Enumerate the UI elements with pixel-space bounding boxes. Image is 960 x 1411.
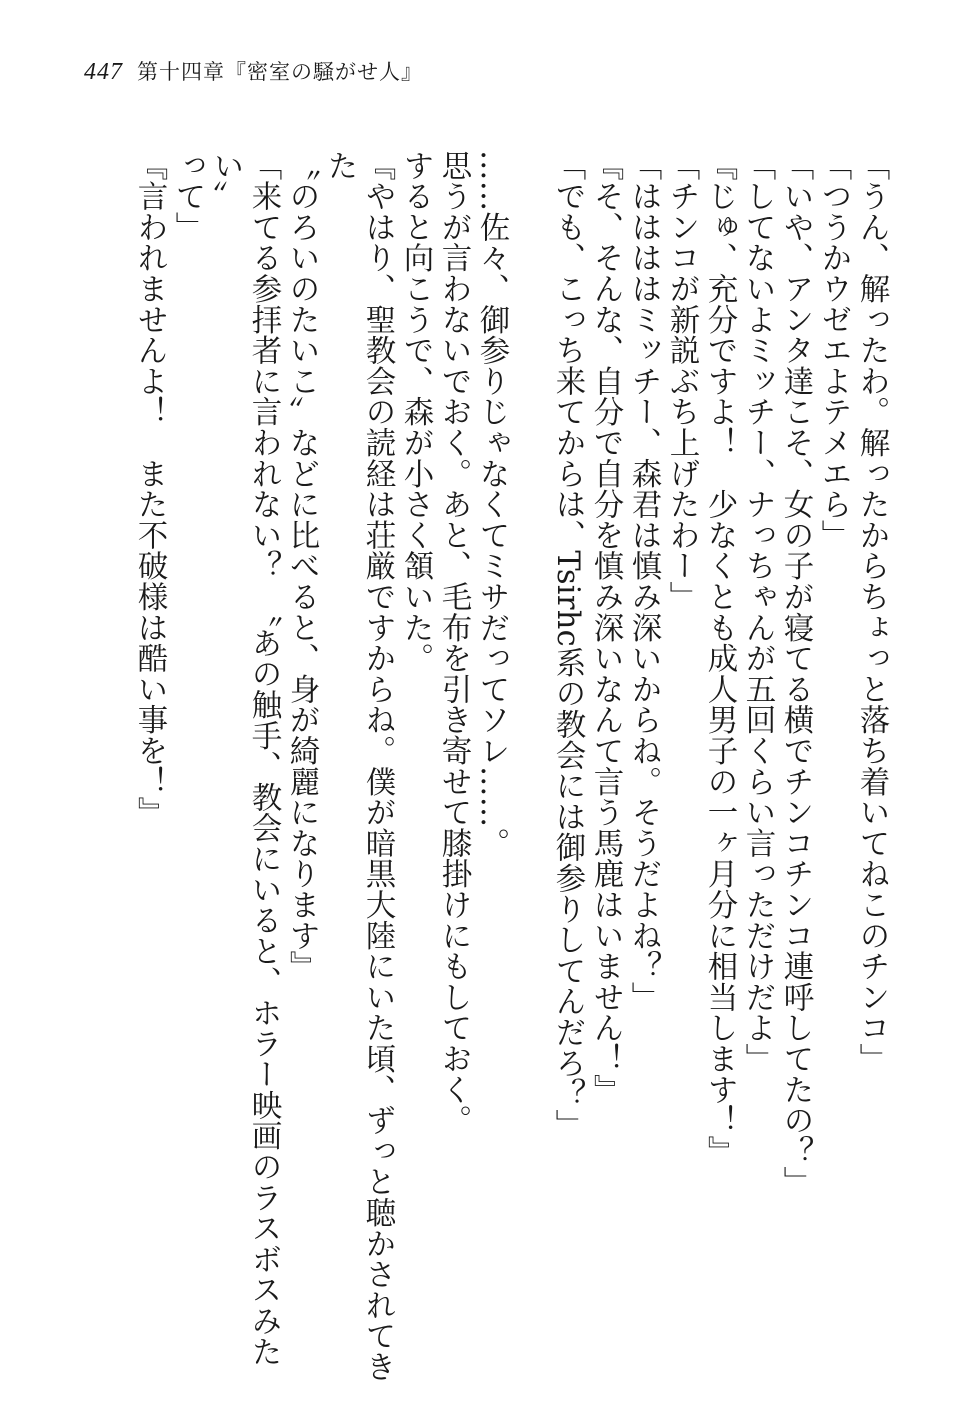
text-line: って」 [170,150,205,243]
text-line: 「でも、こっち来てからは、Tsirhc系の教会には御参りしてんだろ？」 [550,150,585,1140]
text-line: 思うが言わないでおく。あと、毛布を引き寄せて膝掛けにもしておく。 [436,150,471,1136]
text-line: 「来てる参拝者に言われない？ 〝あの触手、教会にいると、ホラー映画のラスボスみたい〟 [208,150,281,1367]
text-line: 『じゅ、充分ですよ！ 少なくとも成人男子の一ヶ月分に相当します！』 [702,150,737,1167]
text-line: ……佐々、御参りじゃなくてミサだってソレ……。 [474,150,509,859]
text-line: 「してないよミッチー、ナっちゃんが五回くらい言っただけだよ」 [740,150,775,1074]
running-header [84,56,423,86]
text-line: 『そ、そんな、自分で自分を慎み深いなんて言う馬鹿はいません！』 [588,150,623,1105]
text-line: 「チンコが新説ぶち上げたわー」 [664,150,699,612]
text-line: 『やはり、聖教会の読経は荘厳ですからね。僕が暗黒大陸にいた頃、ずっと聴かされてきた [322,150,395,1382]
blank-line [510,150,548,1390]
text-line: 「つうかウゼエよテメエら」 [816,150,851,551]
text-line: 「うん、解ったわ。解ったからちょっと落ち着いてねこのチンコ」 [854,150,889,1074]
page-number: 447 [84,59,123,85]
text-line: 『言われませんよ！ また不破様は酷い事を！』 [132,150,167,828]
text-line: 「ははははミッチー、森君は慎み深いからね。そうだよね？」 [626,150,661,1013]
text-line: 〝のろいのたいこ〟などに比べると、身が綺麗になります』 [284,150,319,982]
text-line: 「いや、アンタ達こそ、女の子が寝てる横でチンコチンコ連呼してたの？」 [778,150,813,1198]
vertical-body-text [130,150,890,1390]
text-line: すると向こうで、森が小さく頷いた。 [398,150,433,674]
chapter-title: 第十四章『密室の騒がせ人』 [137,60,423,84]
